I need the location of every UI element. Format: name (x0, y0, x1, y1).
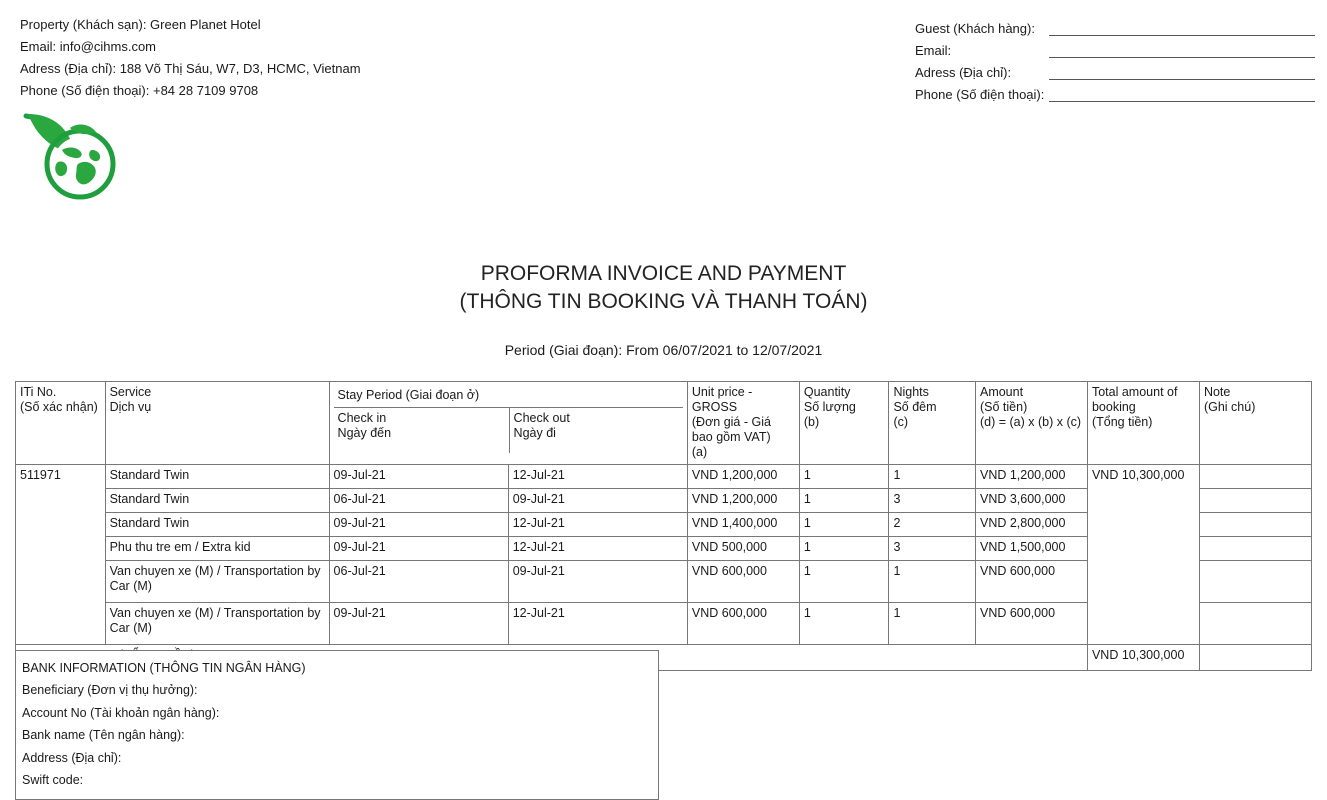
cell-unit-price: VND 600,000 (687, 603, 799, 645)
cell-checkout: 12-Jul-21 (508, 465, 687, 489)
cell-amount: VND 3,600,000 (975, 489, 1087, 513)
cell-service: Van chuyen xe (M) / Transportation by Car (M) (105, 561, 329, 603)
guest-email-label: Email: (915, 43, 952, 58)
cell-checkout: 09-Jul-21 (508, 561, 687, 603)
cell-quantity: 1 (799, 603, 889, 645)
col-header-service-l1: Service (109, 385, 152, 399)
cell-service: Standard Twin (105, 513, 329, 537)
col-header-unit-price (687, 382, 799, 465)
cell-quantity: 1 (799, 561, 889, 603)
guest-email-row (915, 36, 1315, 58)
col-header-note (1199, 382, 1311, 465)
col-header-nights-l1: Nights (893, 385, 929, 399)
cell-checkout: 12-Jul-21 (508, 513, 687, 537)
cell-service: Phu thu tre em / Extra kid (105, 537, 329, 561)
guest-name-row (915, 14, 1315, 36)
cell-iti-no: 511971 (16, 465, 106, 645)
cell-unit-price: VND 1,200,000 (687, 489, 799, 513)
cell-nights: 3 (889, 537, 976, 561)
leaf-globe-icon (18, 104, 138, 204)
cell-note (1199, 561, 1311, 603)
cell-nights: 1 (889, 561, 976, 603)
document-header (0, 0, 1327, 110)
cell-checkin: 09-Jul-21 (329, 537, 508, 561)
col-header-checkout-l1: Check out (513, 411, 570, 425)
total-amount-note (1199, 645, 1311, 671)
col-header-qty-l2: Số lượng (803, 400, 856, 414)
title-line-2: (THÔNG TIN BOOKING VÀ THANH TOÁN) (459, 290, 868, 313)
cell-checkin: 09-Jul-21 (329, 465, 508, 489)
cell-amount: VND 1,500,000 (975, 537, 1087, 561)
guest-info-block (915, 14, 1315, 102)
cell-amount: VND 1,200,000 (975, 465, 1087, 489)
cell-unit-price: VND 1,400,000 (687, 513, 799, 537)
cell-note (1199, 603, 1311, 645)
cell-quantity: 1 (799, 489, 889, 513)
cell-checkout: 12-Jul-21 (508, 537, 687, 561)
col-header-service-l2: Dịch vụ (109, 400, 152, 414)
period-line: Period (Giai đoạn): From 06/07/2021 to 12/07/2021 (504, 342, 823, 358)
col-header-stay-period-group (329, 382, 687, 465)
col-header-checkin (334, 408, 510, 453)
col-header-unit-l3: (a) (691, 445, 708, 459)
bank-info-title: BANK INFORMATION (THÔNG TIN NGÂN HÀNG) (22, 661, 306, 675)
property-email-line: Email: info@cihms.com (20, 39, 157, 54)
cell-quantity: 1 (799, 465, 889, 489)
col-header-iti (16, 382, 106, 465)
total-amount-value: VND 10,300,000 (1087, 645, 1199, 671)
cell-checkin: 09-Jul-21 (329, 513, 508, 537)
cell-note (1199, 465, 1311, 489)
col-header-quantity (799, 382, 889, 465)
guest-name-field[interactable] (1049, 20, 1315, 36)
guest-name-label: Guest (Khách hàng): (915, 21, 1035, 36)
cell-quantity: 1 (799, 513, 889, 537)
title-line-1: PROFORMA INVOICE AND PAYMENT (480, 262, 847, 285)
cell-note (1199, 537, 1311, 561)
col-header-nights-l2: Số đêm (893, 400, 937, 414)
col-header-nights-l3: (c) (893, 415, 909, 429)
cell-service: Standard Twin (105, 489, 329, 513)
property-phone-line: Phone (Số điện thoại): +84 28 7109 9708 (20, 83, 259, 98)
green-planet-logo (18, 104, 138, 204)
col-header-amount-l1: Amount (979, 385, 1024, 399)
cell-unit-price: VND 600,000 (687, 561, 799, 603)
guest-phone-field[interactable] (1049, 86, 1315, 102)
cell-nights: 3 (889, 489, 976, 513)
col-header-total-booking (1087, 382, 1199, 465)
bank-address-line: Address (Địa chỉ): (22, 750, 122, 765)
col-header-checkout-l2: Ngày đi (513, 426, 556, 440)
property-info-block (20, 14, 361, 102)
col-header-checkout (510, 408, 683, 453)
col-header-amount-l3: (d) = (a) x (b) x (c) (979, 415, 1082, 429)
property-name-line: Property (Khách sạn): Green Planet Hotel (20, 17, 261, 32)
col-header-total-l2: (Tổng tiền) (1091, 415, 1153, 429)
cell-unit-price: VND 1,200,000 (687, 465, 799, 489)
cell-booking-total: VND 10,300,000 (1087, 465, 1199, 645)
col-header-iti-l1: ITi No. (20, 385, 57, 399)
cell-service: Standard Twin (105, 465, 329, 489)
cell-service: Van chuyen xe (M) / Transportation by Car (M) (105, 603, 329, 645)
guest-email-field[interactable] (1049, 42, 1315, 58)
col-header-unit-l1: Unit price - GROSS (691, 385, 753, 414)
table-header-row (16, 382, 1312, 465)
col-header-note-l2: (Ghi chú) (1203, 400, 1256, 414)
col-header-amount-l2: (Số tiền) (979, 400, 1028, 414)
cell-note (1199, 513, 1311, 537)
cell-nights: 1 (889, 603, 976, 645)
col-header-stay-period: Stay Period (Giai đoạn ở) (334, 385, 683, 408)
col-header-checkin-l1: Check in (337, 411, 387, 425)
invoice-table (15, 381, 1312, 671)
bank-account-no-line: Account No (Tài khoản ngân hàng): (22, 705, 220, 720)
cell-checkout: 09-Jul-21 (508, 489, 687, 513)
col-header-service (105, 382, 329, 465)
document-title (0, 260, 1327, 316)
guest-address-field[interactable] (1049, 64, 1315, 80)
col-header-qty-l1: Quantity (803, 385, 851, 399)
cell-note (1199, 489, 1311, 513)
guest-address-row (915, 58, 1315, 80)
guest-phone-label: Phone (Số điện thoại): (915, 87, 1045, 102)
table-row (16, 465, 1312, 489)
col-header-note-l1: Note (1203, 385, 1231, 399)
col-header-nights (889, 382, 976, 465)
property-address-line: Adress (Địa chỉ): 188 Võ Thị Sáu, W7, D3, HCMC, Vietnam (20, 61, 361, 76)
cell-checkout: 12-Jul-21 (508, 603, 687, 645)
col-header-amount (975, 382, 1087, 465)
col-header-iti-l2: (Số xác nhận) (20, 400, 98, 414)
cell-checkin: 06-Jul-21 (329, 489, 508, 513)
cell-quantity: 1 (799, 537, 889, 561)
cell-amount: VND 600,000 (975, 603, 1087, 645)
bank-name-line: Bank name (Tên ngân hàng): (22, 728, 185, 743)
cell-checkin: 06-Jul-21 (329, 561, 508, 603)
cell-amount: VND 600,000 (975, 561, 1087, 603)
bank-beneficiary-line: Beneficiary (Đơn vị thụ hưởng): (22, 683, 198, 698)
col-header-checkin-l2: Ngày đến (337, 426, 392, 440)
bank-swift-code-line: Swift code: (22, 773, 84, 788)
col-header-total-l1: Total amount of booking (1091, 385, 1178, 414)
cell-amount: VND 2,800,000 (975, 513, 1087, 537)
cell-checkin: 09-Jul-21 (329, 603, 508, 645)
guest-phone-row (915, 80, 1315, 102)
cell-nights: 1 (889, 465, 976, 489)
guest-address-label: Adress (Địa chỉ): (915, 65, 1012, 80)
col-header-qty-l3: (b) (803, 415, 820, 429)
bank-information-box (15, 650, 659, 800)
cell-nights: 2 (889, 513, 976, 537)
cell-unit-price: VND 500,000 (687, 537, 799, 561)
col-header-unit-l2: (Đơn giá - Giá bao gồm VAT) (691, 415, 771, 444)
